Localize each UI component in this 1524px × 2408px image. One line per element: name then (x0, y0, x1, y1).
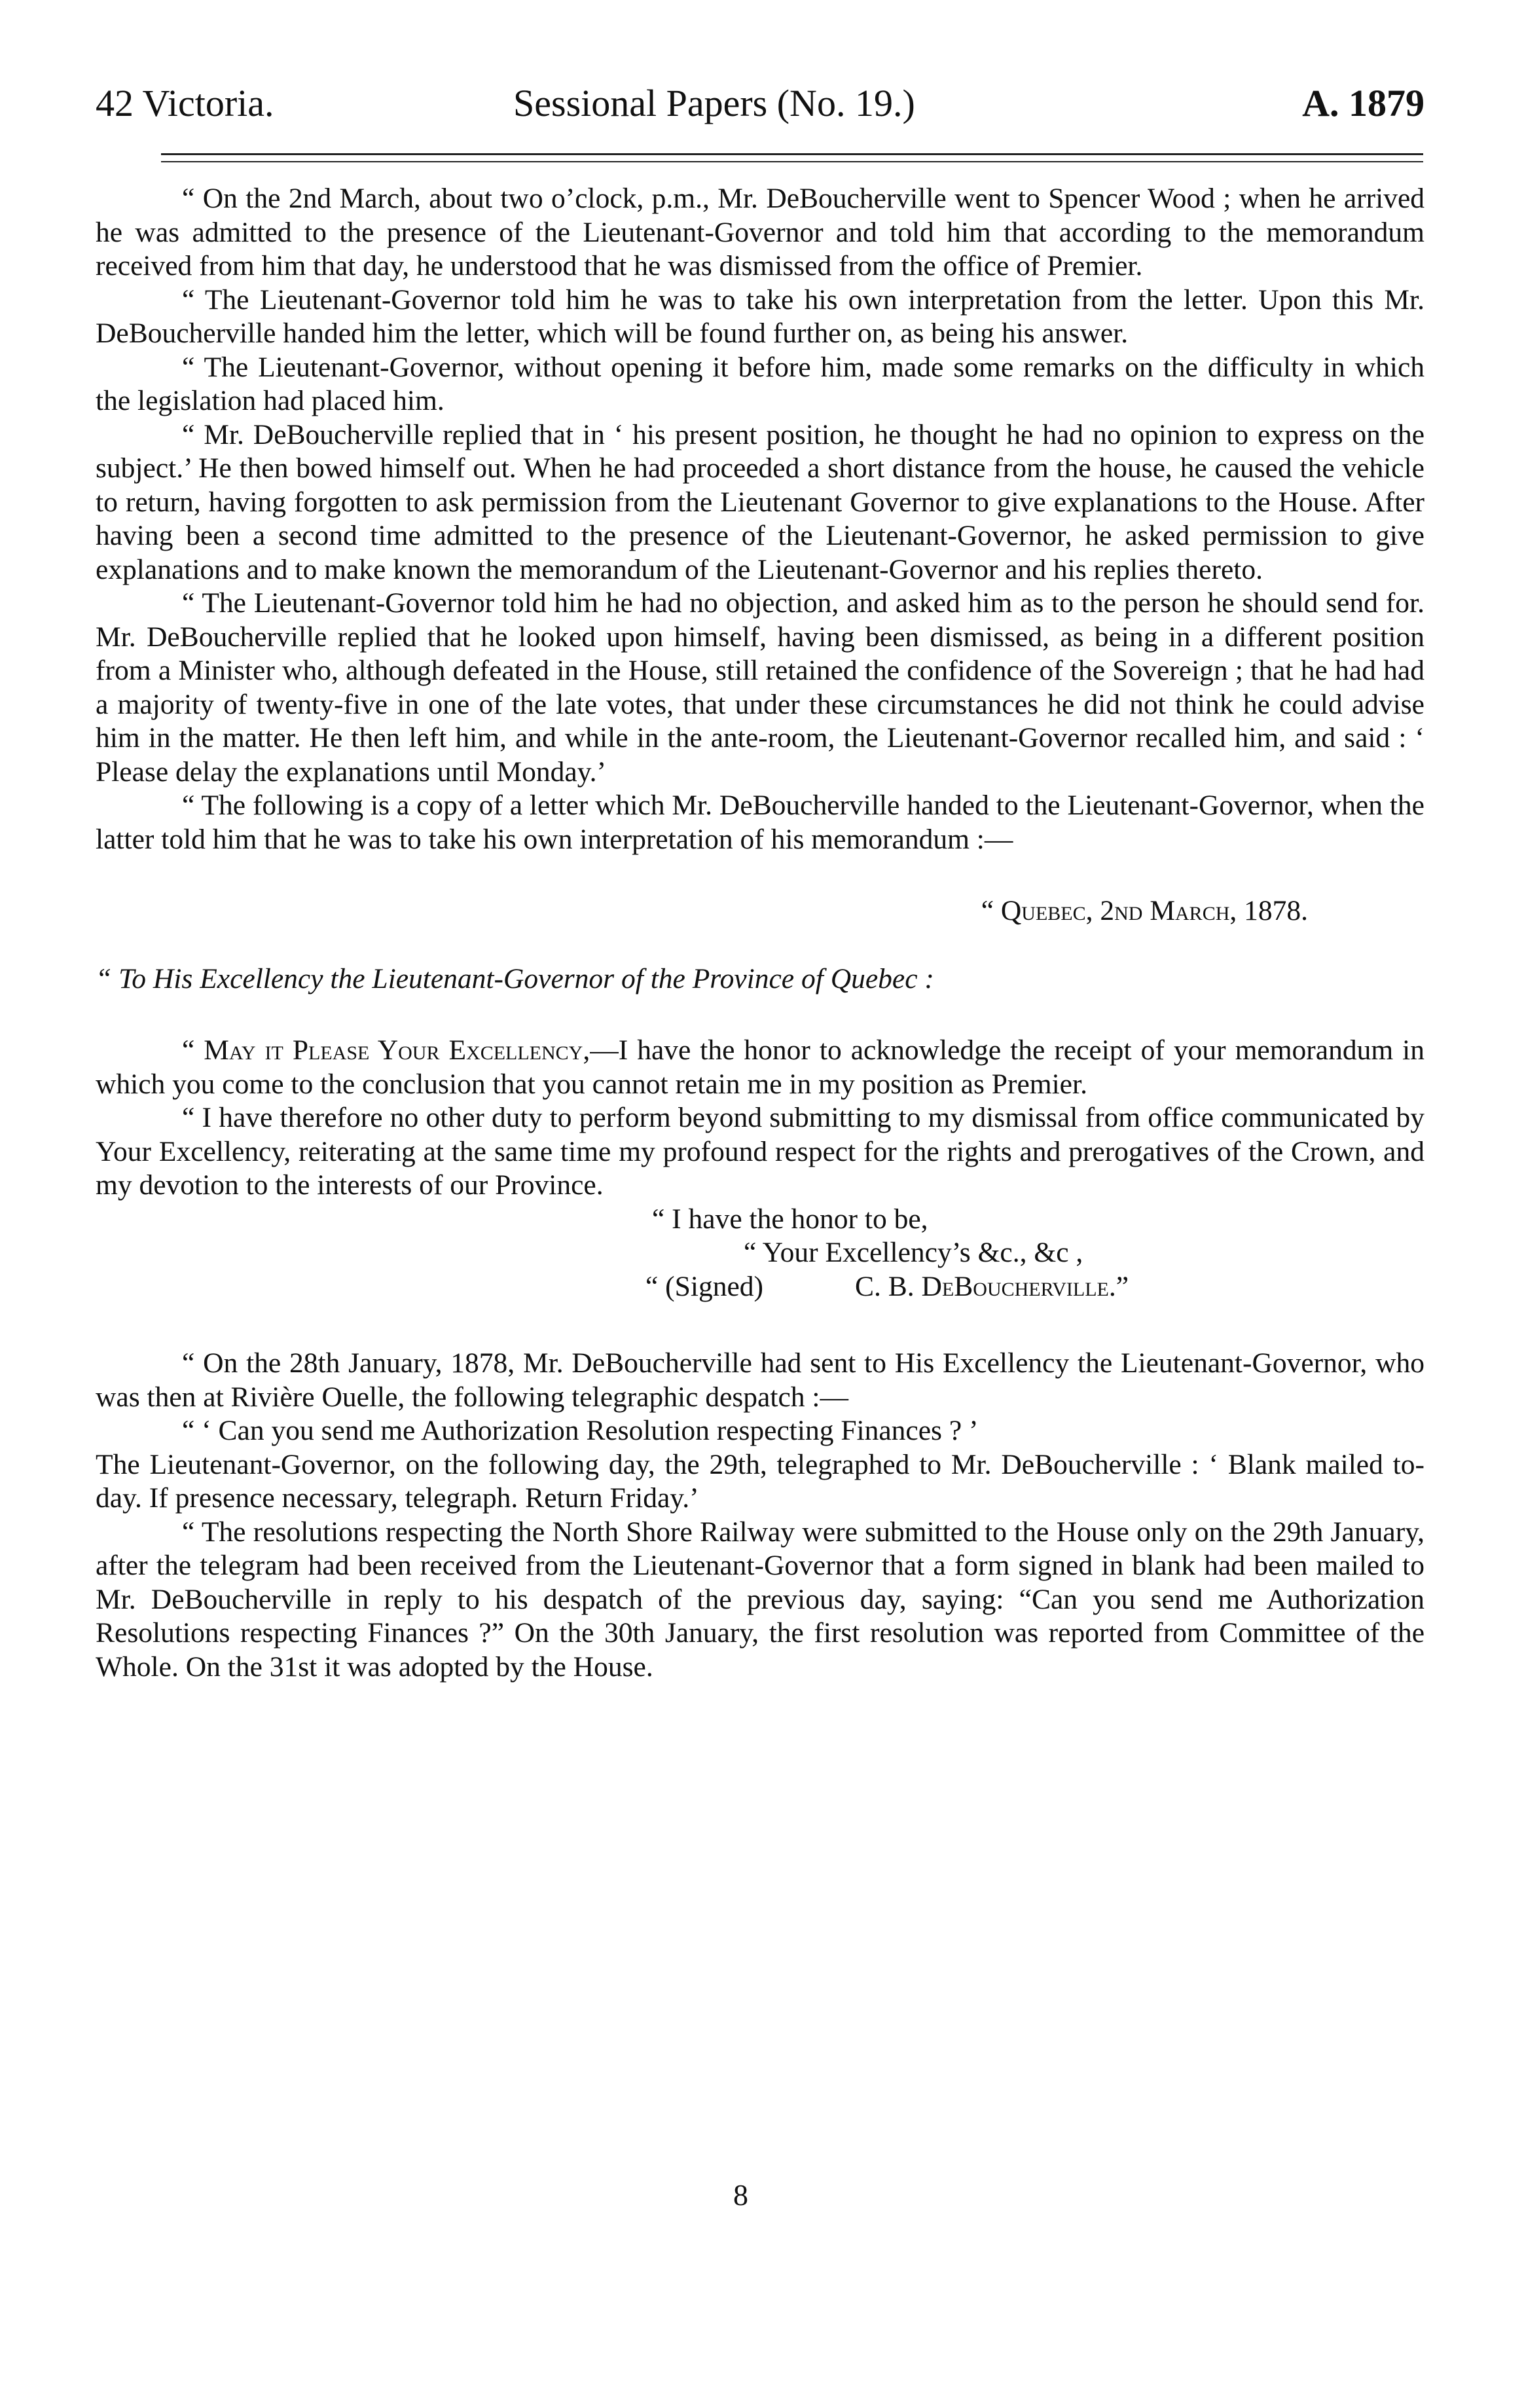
header-rule-bottom (161, 161, 1423, 162)
body-text (96, 182, 1424, 1684)
letter-closing: “ I have the honor to be, (652, 1203, 928, 1235)
running-header (96, 77, 1424, 130)
paragraph: “ The Lieutenant-Governor told him he had no objection, and asked him as to the person he should send for. Mr. DeBoucherville replied that he looked upon himself, having been dismissed, as being in a different position from a Minister who, although defeated in the House, still retained the confidence of the Sovereign ; that he had had a majority of twenty-five in one of the late votes, that under these circumstances he did not think he could advise him in the matter. He then left him, and while in the ante-room, the Lieutenant-Governor recalled him, and said : ‘ Please delay the explanations until Monday.’ (96, 587, 1424, 788)
paragraph: “ The resolutions respecting the North Shore Railway were submitted to the House only on the 29th January, after the telegram had been received from the Lieutenant-Governor that a form signed in blank had been mailed to Mr. DeBoucherville in reply to his despatch of the previous day, saying: “Can you send me Authorization Resolutions respecting Finances ?” On the 30th January, the first resolution was reported from Committee of the Whole. On the 31st it was adopted by the House. (96, 1516, 1424, 1683)
paragraph: The Lieutenant-Governor, on the following day, the 29th, telegraphed to Mr. DeBoucherville : ‘ Blank mailed to-day. If presence necessary, telegraph. Return Friday.’ (96, 1448, 1424, 1514)
paragraph: “ The Lieutenant-Governor told him he was to take his own interpretation from the letter. Upon this Mr. DeBoucherville handed him the letter, which will be found further on, as being his answer. (96, 283, 1424, 349)
paragraph: “ On the 2nd March, about two o’clock, p.m., Mr. DeBoucherville went to Spencer Wood ; when he arrived he was admitted to the presence of the Lieutenant-Governor and told him that according to the memorandum received from him that day, he understood that he was dismissed from the office of Premier. (96, 183, 1424, 282)
paragraph: “ On the 28th January, 1878, Mr. DeBoucherville had sent to His Excellency the Lieutenant-Governor, who was then at Rivière Ouelle, the following telegraphic despatch :— (96, 1347, 1424, 1413)
header-session: 42 Victoria. (96, 82, 274, 124)
paragraph: “ The Lieutenant-Governor, without opening it before him, made some remarks on the difficulty in which the legislation had placed him. (96, 351, 1424, 416)
letter-closing: “ Your Excellency’s &c., &c , (744, 1237, 1083, 1268)
paragraph: “ Mr. DeBoucherville replied that in ‘ his present position, he thought he had no opinion to express on the subject.’ He then bowed himself out. When he had proceeded a short distance from the house, he caused the vehicle to return, having forgotten to ask permission from the Lieutenant Governor to give explanations to the House. After having been a second time admitted to the presence of the Lieutenant-Governor, he asked permission to give explanations and to make known the memorandum of the Lieutenant-Governor and his replies thereto. (96, 418, 1424, 585)
letter-paragraph (96, 1034, 1424, 1101)
letter-dateline (96, 894, 1424, 928)
signature-name: C. B. DeBoucherville.” (855, 1270, 1129, 1302)
letter-paragraph: “ I have therefore no other duty to perform beyond submitting to my dismissal from office communicated by Your Excellency, reiterating at the same time my profound respect for the rights and prerogatives of the Crown, and my devotion to the interests of our Province. (96, 1102, 1424, 1201)
letter-signature-line (645, 1270, 1424, 1304)
letter-address: “ To His Excellency the Lieutenant-Governor of the Province of Quebec : (96, 962, 934, 994)
letter-dateline-text: “ Quebec, 2nd March, 1878. (981, 895, 1308, 926)
letter-salutation: “ May it Please Your Excellency, (182, 1034, 590, 1066)
header-rule-top (161, 153, 1423, 155)
page-number: 8 (733, 2178, 748, 2212)
letter-paragraph-text: —I have the honor to acknowledge the receipt of your memorandum in which you come to the conclusion that you cannot retain me in my position as Premier. (96, 1034, 1424, 1100)
header-title: Sessional Papers (No. 19.) (513, 82, 915, 124)
paragraph: “ The following is a copy of a letter which Mr. DeBoucherville handed to the Lieutenant-Governor, when the latter told him that he was to take his own interpretation of his memorandum :— (96, 790, 1424, 855)
signed-label: “ (Signed) (645, 1270, 763, 1302)
header-year: A. 1879 (1302, 82, 1424, 124)
paragraph: “ ‘ Can you send me Authorization Resolution respecting Finances ? ’ (182, 1415, 979, 1446)
